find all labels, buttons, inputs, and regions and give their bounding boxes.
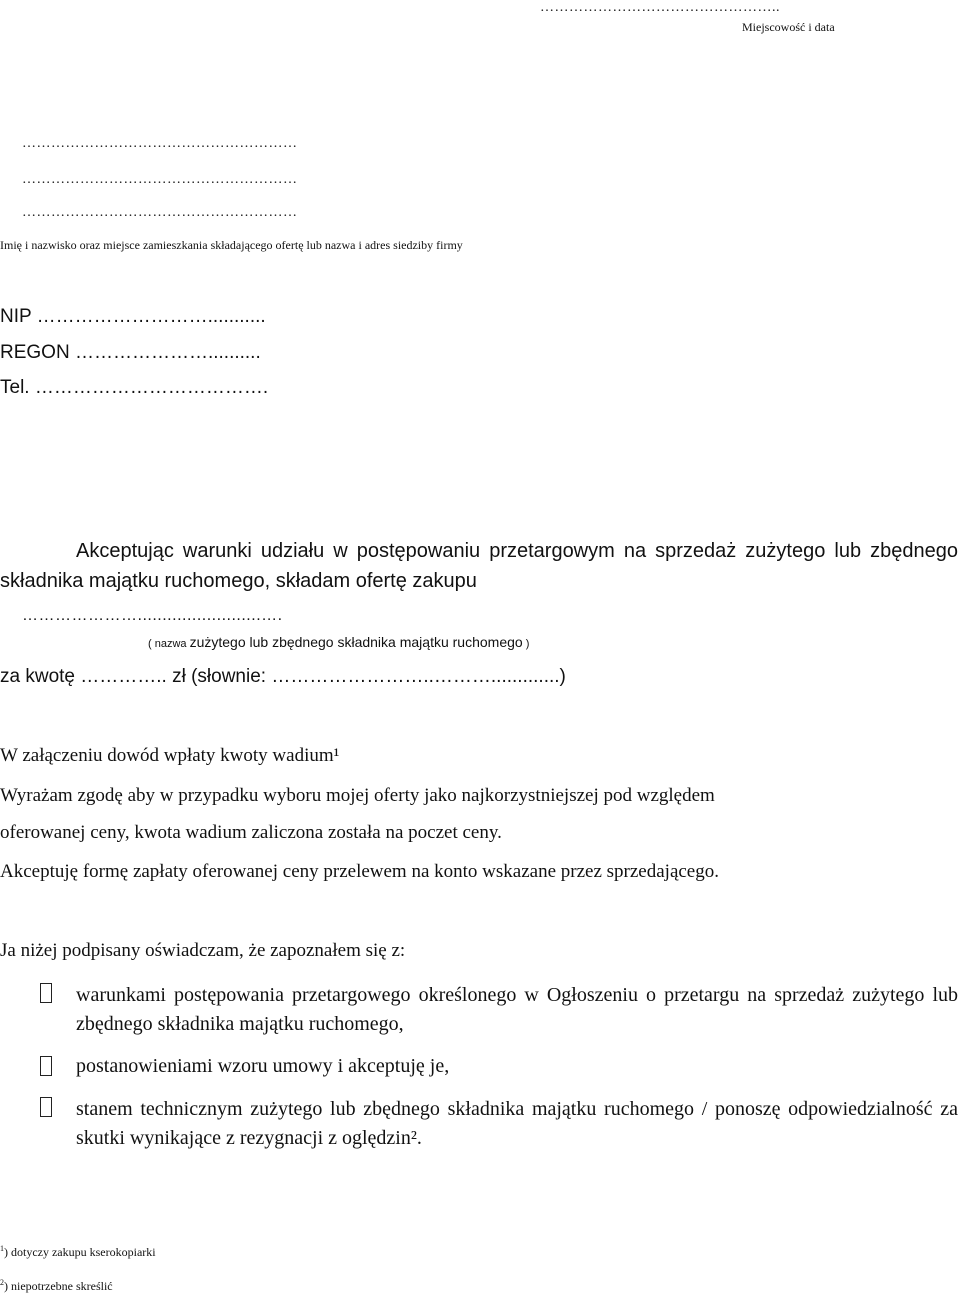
item-caption-suffix: ) — [522, 638, 530, 650]
applicant-line-2: ………………………………………………… — [22, 172, 298, 187]
date-caption: Miejscowość i data — [742, 20, 835, 34]
checkbox-icon — [40, 983, 52, 1003]
tel-line: Tel. ………………………………. — [0, 377, 269, 398]
footnote-text: ) niepotrzebne skreślić — [4, 1279, 113, 1293]
declaration-item-text: warunkami postępowania przetargowego określonego w Ogłoszeniu o przetargu na sprzedaż zużytego lub zbędnego składnika majątku ruchomego, — [76, 984, 958, 1035]
checkbox-icon — [40, 1056, 52, 1076]
date-placeholder-dots: ………………………………………….. — [540, 0, 780, 15]
footnote-marker: 1 — [0, 1244, 4, 1253]
amount-line: za kwotę ………….. zł (słownie: ……………………..……….............) — [0, 666, 566, 687]
payment-statement: Akceptuję formę zapłaty oferowanej ceny przelewem na konto wskazane przez sprzedającego. — [0, 861, 719, 882]
applicant-line-3: ………………………………………………… — [22, 205, 298, 220]
declaration-item-text: postanowieniami wzoru umowy i akceptuję je, — [76, 1055, 450, 1077]
footnote-marker: 2 — [0, 1278, 4, 1287]
applicant-line-1: ………………………………………………… — [22, 136, 298, 151]
item-name-dots: ………………….........................…. — [22, 607, 283, 624]
item-caption-prefix: ( nazwa — [148, 638, 190, 650]
footnote-2 — [0, 1278, 113, 1294]
consent-line-1: Wyrażam zgodę aby w przypadku wyboru mojej oferty jako najkorzystniejszej pod względem — [0, 785, 715, 806]
item-caption-main: zużytego lub zbędnego składnika majątku ruchomego — [189, 634, 523, 650]
applicant-caption: Imię i nazwisko oraz miejsce zamieszkania składającego ofertę lub nazwa i adres siedziby firmy — [0, 238, 463, 252]
declaration-item-text: stanem technicznym zużytego lub zbędnego składnika majątku ruchomego / ponoszę odpowiedzialność za skutki wynikające z rezygnacji z oględzin². — [76, 1098, 958, 1149]
offer-text: Akceptując warunki udziału w postępowaniu przetargowym na sprzedaż zużytego lub zbędnego składnika majątku ruchomego, składam ofertę zakupu — [0, 540, 958, 592]
nip-line: NIP ………………………........... — [0, 306, 266, 327]
item-name-caption — [148, 634, 529, 650]
checkbox-icon — [40, 1097, 52, 1117]
footnote-text: ) dotyczy zakupu kserokopiarki — [4, 1245, 156, 1259]
declaration-intro: Ja niżej podpisany oświadczam, że zapoznałem się z: — [0, 940, 406, 961]
wadium-statement: W załączeniu dowód wpłaty kwoty wadium¹ — [0, 745, 340, 766]
offer-paragraph — [0, 536, 958, 596]
footnote-1 — [0, 1244, 156, 1260]
consent-line-2: oferowanej ceny, kwota wadium zaliczona została na poczet ceny. — [0, 822, 502, 843]
regon-line: REGON ………………….......... — [0, 342, 261, 363]
